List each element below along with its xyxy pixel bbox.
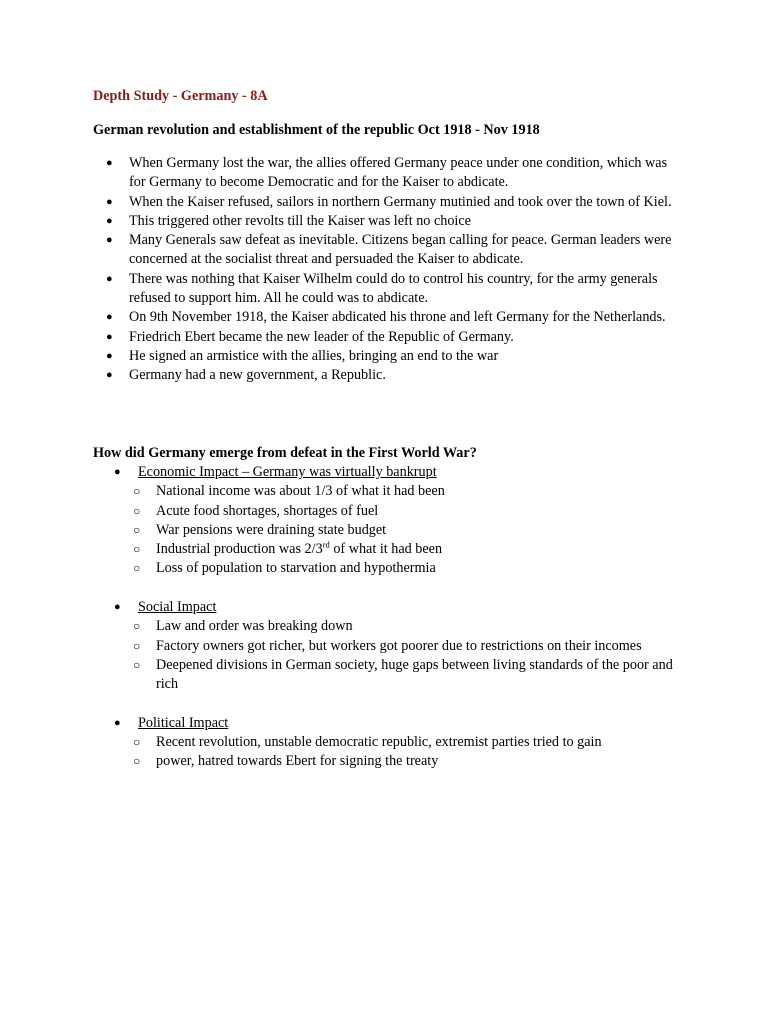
bullet-icon: ● (114, 601, 121, 614)
list-item-text: Germany had a new government, a Republic. (129, 367, 386, 384)
list-item-text: Industrial production was 2/3 (156, 541, 323, 558)
list-item (93, 637, 678, 656)
circle-bullet-icon: ○ (133, 503, 141, 518)
list-item-text: War pensions were draining state budget (156, 521, 387, 538)
list-item (93, 270, 678, 309)
social-impact-section (93, 598, 678, 694)
list-item-text: On 9th November 1918, the Kaiser abdicated his throne and left Germany for the Netherlands. (129, 309, 666, 326)
list-item (93, 347, 678, 366)
list-item (93, 752, 678, 771)
list-item-text: Factory owners got richer, but workers got poorer due to restrictions on their incomes (156, 637, 642, 654)
circle-bullet-icon: ○ (133, 657, 141, 672)
bullet-icon: ● (114, 466, 121, 478)
list-item-text: This triggered other revolts till the Kaiser was left no choice (129, 212, 471, 229)
list-item-text: Law and order was breaking down (156, 618, 353, 635)
list-item-text: He signed an armistice with the allies, bringing an end to the war (129, 347, 499, 364)
list-item (93, 308, 678, 327)
circle-bullet-icon: ○ (133, 638, 141, 653)
section-heading-revolution: German revolution and establishment of the republic Oct 1918 - Nov 1918 (93, 122, 540, 138)
list-item-text: Friedrich Ebert became the new leader of the Republic of Germany. (129, 328, 514, 345)
list-item (93, 212, 678, 231)
bullet-icon: ● (106, 157, 113, 169)
circle-bullet-icon: ○ (133, 754, 141, 769)
list-item (93, 193, 678, 212)
list-item-text: power, hatred towards Ebert for signing the treaty (156, 753, 439, 770)
economic-impact-title: Economic Impact – Germany was virtually bankrupt (138, 464, 437, 480)
social-impact-heading (93, 598, 678, 617)
circle-bullet-icon: ○ (133, 522, 141, 537)
impact-sections (93, 463, 678, 772)
list-item-text: When the Kaiser refused, sailors in northern Germany mutinied and took over the town of Kiel. (129, 193, 672, 210)
bullet-icon: ● (106, 214, 113, 227)
ordinal-superscript: rd (322, 539, 330, 550)
circle-bullet-icon: ○ (133, 619, 141, 634)
economic-impact-section (93, 463, 678, 579)
circle-bullet-icon: ○ (133, 561, 141, 576)
list-item (93, 656, 678, 695)
economic-impact-list (93, 482, 678, 578)
list-item (93, 521, 678, 540)
list-item-text: Deepened divisions in German society, huge gaps between living standards of the poor and rich (156, 656, 673, 693)
list-item (93, 328, 678, 347)
social-impact-title: Social Impact (138, 599, 217, 616)
list-item (93, 502, 678, 521)
list-item-text: Loss of population to starvation and hypothermia (156, 560, 436, 577)
list-item-text: Acute food shortages, shortages of fuel (156, 502, 379, 519)
bullet-icon: ● (106, 234, 113, 247)
list-item (93, 559, 678, 578)
list-item (93, 540, 678, 559)
bullet-icon: ● (114, 716, 121, 729)
bullet-icon: ● (106, 311, 113, 324)
political-impact-heading (93, 714, 678, 733)
bullet-icon: ● (106, 369, 113, 382)
circle-bullet-icon: ○ (133, 484, 141, 499)
economic-impact-heading (93, 463, 678, 482)
section-heading-defeat: How did Germany emerge from defeat in the First World War? (93, 445, 477, 461)
document-title: Depth Study - Germany - 8A (93, 88, 268, 104)
bullet-icon: ● (106, 349, 113, 362)
list-item (93, 366, 678, 385)
list-item (93, 231, 678, 270)
list-item (93, 154, 678, 193)
list-item-text: When Germany lost the war, the allies offered Germany peace under one condition, which was for Germany to become Democratic and for the Kaiser to abdicate. (129, 155, 668, 191)
list-item-text-continued: of what it had been (329, 541, 443, 558)
list-item (93, 733, 678, 752)
bullet-icon: ● (106, 195, 113, 208)
list-item (93, 617, 678, 636)
political-impact-title: Political Impact (138, 714, 229, 731)
list-item-text: National income was about 1/3 of what it had been (156, 483, 445, 500)
list-item-text: Recent revolution, unstable democratic republic, extremist parties tried to gain (156, 734, 602, 751)
list-item-text: There was nothing that Kaiser Wilhelm could do to control his country, for the army generals refused to support him. All he could was to abdicate. (129, 270, 658, 307)
political-impact-list (93, 733, 678, 772)
revolution-bullet-list (93, 154, 678, 386)
political-impact-section (93, 714, 678, 772)
circle-bullet-icon: ○ (133, 735, 141, 750)
bullet-icon: ● (106, 272, 113, 285)
circle-bullet-icon: ○ (133, 542, 141, 557)
list-item (93, 482, 678, 501)
bullet-icon: ● (106, 330, 113, 343)
list-item-text: Many Generals saw defeat as inevitable. Citizens began calling for peace. German leaders were concerned at the socialist threat and persuaded the Kaiser to abdicate. (129, 232, 672, 268)
social-impact-list (93, 617, 678, 694)
